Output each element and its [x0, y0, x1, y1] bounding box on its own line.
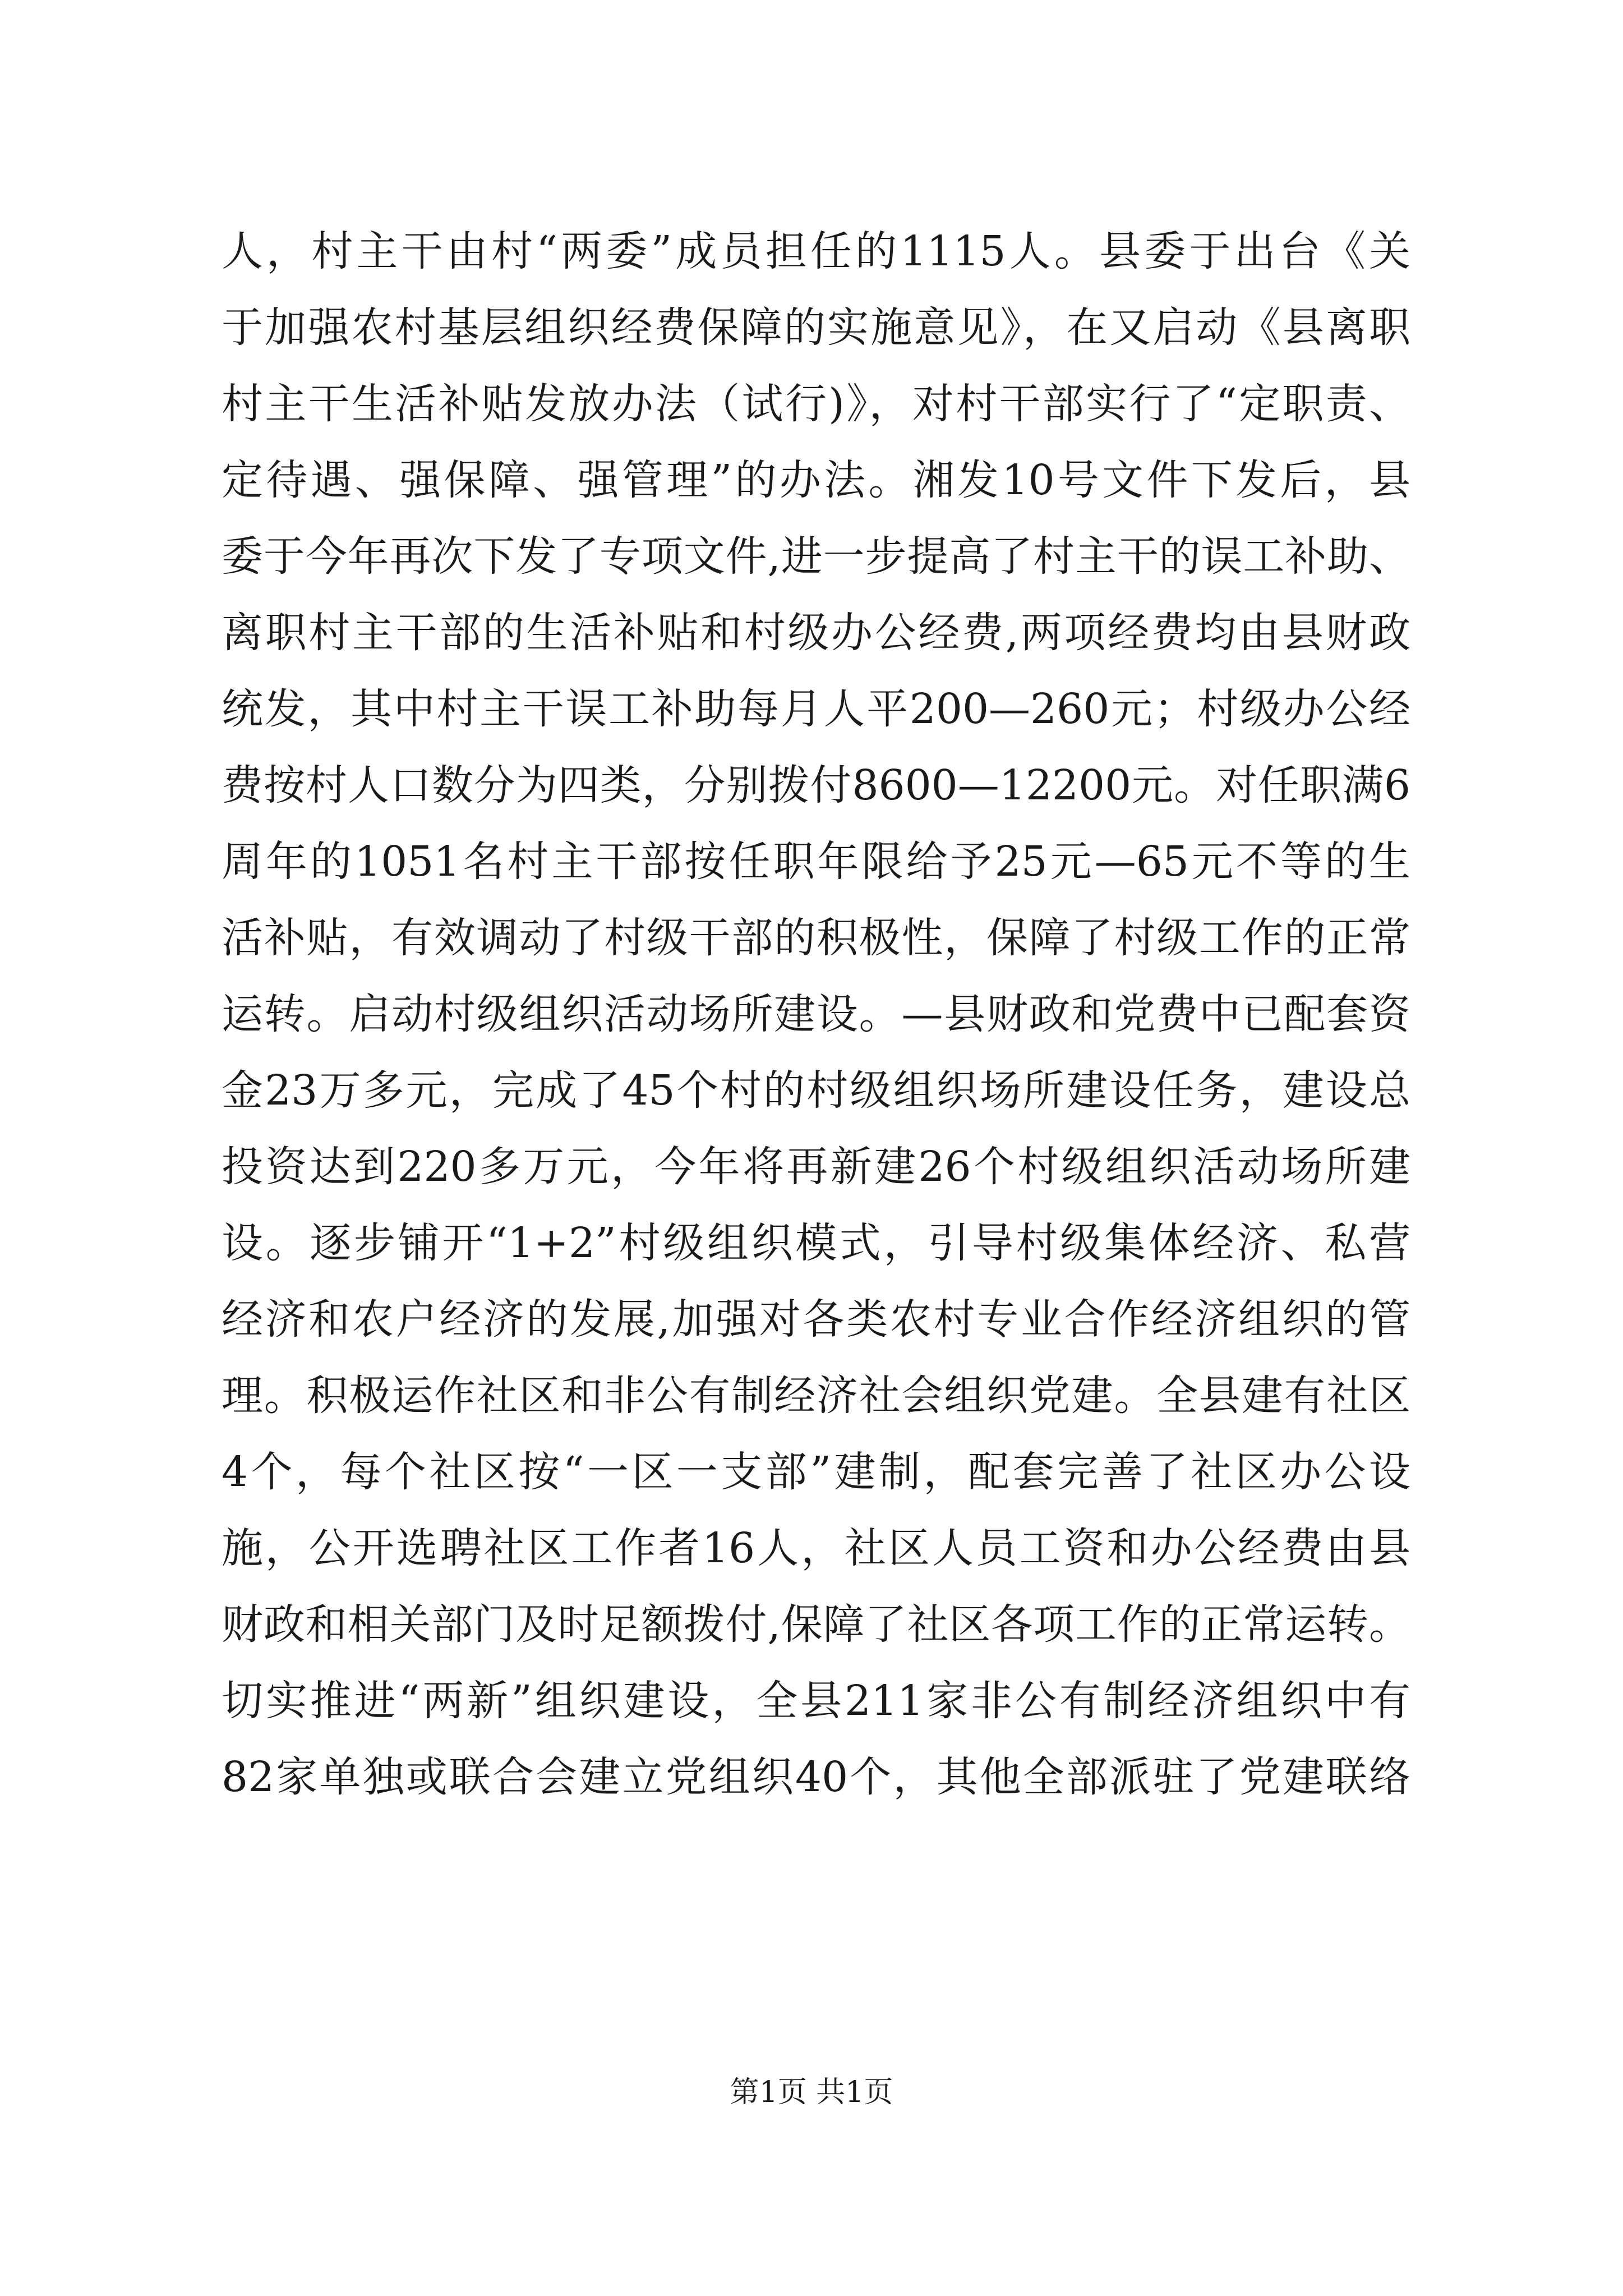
text-line-13: 投资达到220多万元，今年将再新建26个村级组织活动场所建: [222, 1143, 1410, 1191]
text-line-18: 施，公开选聘社区工作者16人，社区人员工资和办公经费由县: [222, 1524, 1410, 1572]
text-line-21: 82家单独或联合会建立党组织40个，其他全部派驻了党建联络: [222, 1753, 1410, 1801]
body-text: [222, 213, 1410, 1815]
text-line-12: 金23万多元，完成了45个村的村级组织场所建设任务，建设总: [222, 1066, 1410, 1115]
text-line-1: 人，村主干由村“两委”成员担任的1115人。县委于出台《关: [222, 227, 1410, 275]
text-line-15: 经济和农户经济的发展,加强对各类农村专业合作经济组织的管: [222, 1295, 1410, 1343]
page-number-footer: 第1页 共1页: [730, 2076, 893, 2109]
text-line-8: 费按村人口数分为四类，分别拨付8600—12200元。对任职满6: [222, 761, 1410, 809]
text-line-2: 于加强农村基层组织经费保障的实施意见》，在又启动《县离职: [222, 303, 1410, 352]
text-line-14: 设。逐步铺开“1+2”村级组织模式，引导村级集体经济、私营: [222, 1219, 1410, 1267]
text-line-11: 运转。启动村级组织活动场所建设。—县财政和党费中已配套资: [222, 990, 1410, 1038]
text-line-9: 周年的1051名村主干部按任职年限给予25元—65元不等的生: [222, 838, 1410, 886]
text-line-20: 切实推进“两新”组织建设，全县211家非公有制经济组织中有: [222, 1677, 1410, 1725]
text-line-16: 理。积极运作社区和非公有制经济社会组织党建。全县建有社区: [222, 1372, 1410, 1420]
text-line-19: 财政和相关部门及时足额拨付,保障了社区各项工作的正常运转。: [222, 1600, 1410, 1649]
text-line-6: 离职村主干部的生活补贴和村级办公经费,两项经费均由县财政: [222, 609, 1410, 657]
text-line-17: 4个，每个社区按“一区一支部”建制，配套完善了社区办公设: [222, 1448, 1410, 1496]
text-line-3: 村主干生活补贴发放办法（试行)》，对村干部实行了“定职责、: [222, 380, 1410, 428]
text-line-5: 委于今年再次下发了专项文件,进一步提高了村主干的误工补助、: [222, 532, 1410, 581]
text-line-10: 活补贴，有效调动了村级干部的积极性，保障了村级工作的正常: [222, 914, 1410, 962]
text-line-4: 定待遇、强保障、强管理”的办法。湘发10号文件下发后，县: [222, 456, 1410, 504]
text-line-7: 统发，其中村主干误工补助每月人平200—260元；村级办公经: [222, 685, 1410, 733]
